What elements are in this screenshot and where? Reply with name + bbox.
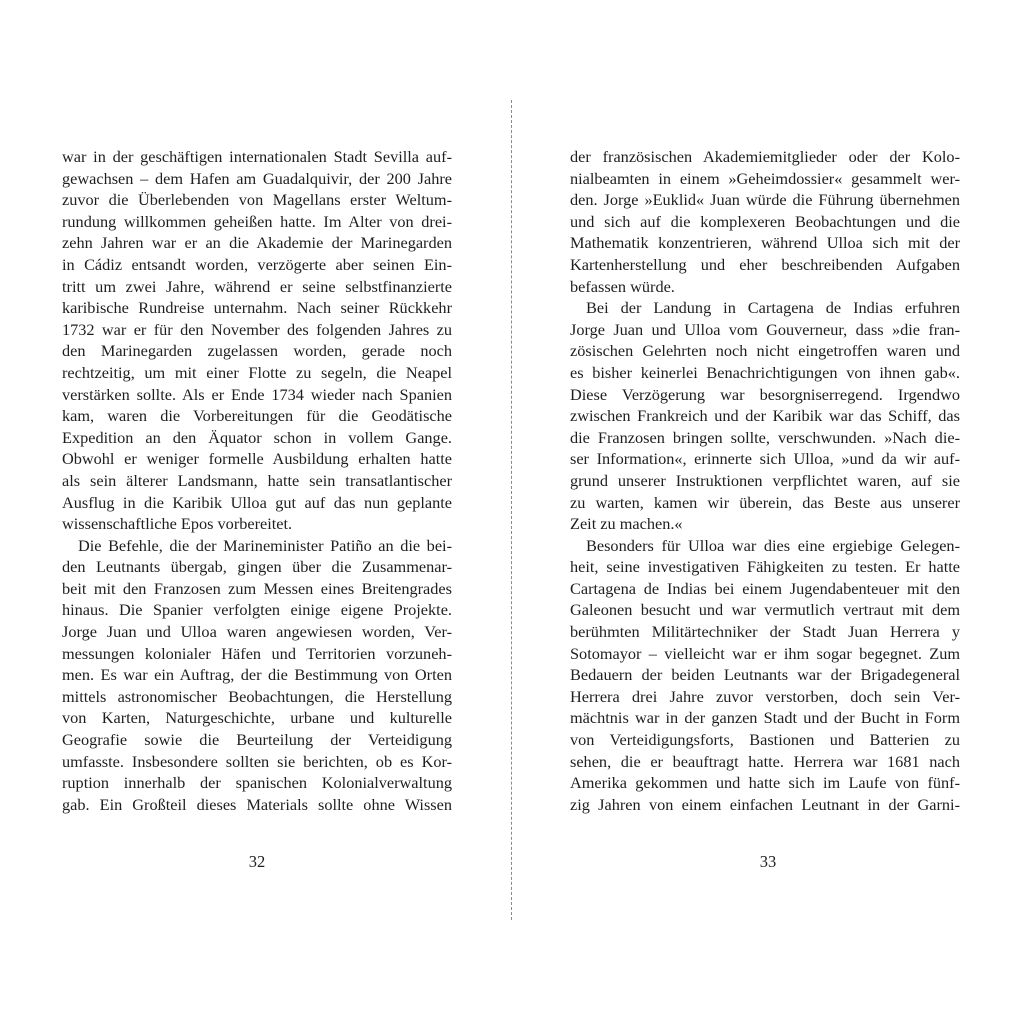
text-line: Die Befehle, die der Marineminister Patiño an die bei- (78, 535, 452, 555)
page-number-right: 33 (759, 852, 777, 871)
text-line: grund unserer Instruktionen verpflichtet waren, auf sie (570, 470, 960, 490)
text-line: Bedauern der beiden Leutnants war der Brigadegeneral (570, 665, 960, 685)
text-line: karibische Rundreise unternahm. Nach seiner Rückkehr (62, 298, 452, 318)
text-line: Mathematik konzentrieren, während Ulloa sich mit der (570, 233, 960, 253)
text-line: Cartagena de Indias bei einem Jugendabenteuer mit den (570, 578, 960, 598)
text-line: Jorge Juan und Ulloa vom Gouverneur, dass »die fran- (570, 319, 960, 339)
text-line: zu warten, kamen wir überein, das Beste aus unserer (570, 492, 960, 512)
text-line: zig Jahren von einem einfachen Leutnant in der Garni- (570, 794, 960, 814)
text-line: 1732 war er für den November des folgenden Jahres zu (62, 319, 452, 339)
page-number-left: 32 (248, 852, 266, 871)
text-line: nialbeamten in einem »Geheimdossier« gesammelt wer- (570, 168, 960, 188)
text-line: und sich auf die komplexeren Beobachtungen und die (570, 211, 960, 231)
text-line: verstärken sollte. Als er Ende 1734 wieder nach Spanien (62, 384, 452, 404)
text-line: gab. Ein Großteil dieses Materials sollte ohne Wissen (62, 794, 452, 814)
text-line: Sotomayor – vielleicht war er ihm sogar begegnet. Zum (570, 643, 960, 663)
text-line: berühmten Militärtechniker der Stadt Juan Herrera y (570, 622, 960, 642)
text-line: als sein älterer Landsmann, hatte sein transatlantischer (62, 470, 452, 490)
text-line: Herrera drei Jahre zuvor verstorben, doch sein Ver- (570, 686, 960, 706)
text-line: Galeonen besucht und war vermutlich vertraut mit dem (570, 600, 960, 620)
text-line: messungen kolonialer Häfen und Territorien vorzuneh- (62, 643, 452, 663)
text-line: Ausflug in die Karibik Ulloa gut auf das nun geplante (62, 492, 452, 512)
text-line: Kartenherstellung und eher beschreibenden Aufgaben (570, 254, 960, 274)
text-line: von Verteidigungsforts, Bastionen und Batterien zu (570, 730, 960, 750)
text-line: die Franzosen bringen sollte, verschwunden. »Nach die- (570, 427, 960, 447)
text-line: Jorge Juan und Ulloa waren angewiesen worden, Ver- (62, 622, 452, 642)
text-line: mächtnis war in der ganzen Stadt und der Bucht in Form (570, 708, 960, 728)
text-line: Bei der Landung in Cartagena de Indias erfuhren (586, 298, 960, 318)
text-line: rechtzeitig, um mit einer Flotte zu segeln, die Neapel (62, 362, 452, 382)
text-line: beit mit den Franzosen zum Messen eines Breitengrades (62, 578, 452, 598)
text-line: Amerika gekommen und hatte sich im Laufe von fünf- (570, 773, 960, 793)
text-line: den Leutnants übergab, gingen über die Zusammenar- (62, 557, 452, 577)
text-line: den. Jorge »Euklid« Juan würde die Führung übernehmen (570, 190, 960, 210)
text-line: zösischen Gelehrten noch nicht eingetroffen waren und (570, 341, 960, 361)
text-line: zwischen Frankreich und der Karibik war das Schiff, das (570, 406, 960, 426)
left-page-text (62, 146, 452, 815)
text-line: kam, waren die Vorbereitungen für die Geodätische (62, 406, 452, 426)
text-line: wissenschaftliche Epos vorbereitet. (62, 514, 293, 534)
text-line: gewachsen – dem Hafen am Guadalquivir, der 200 Jahre (62, 168, 452, 188)
text-line: war in der geschäftigen internationalen Stadt Sevilla auf- (62, 147, 452, 166)
text-line: Diese Verzögerung war besorgniserregend. Irgendwo (570, 384, 960, 404)
text-line: Besonders für Ulloa war dies eine ergiebige Gelegen- (586, 535, 960, 555)
gutter-fold-line (511, 100, 512, 920)
text-line: zuvor die Überlebenden von Magellans erster Weltum- (62, 190, 452, 210)
text-line: heit, seine investigativen Fähigkeiten zu testen. Er hatte (570, 557, 960, 577)
text-line: sehen, die er beauftragt hatte. Herrera war 1681 nach (570, 751, 960, 771)
text-line: Zeit zu machen.« (570, 514, 683, 534)
text-line: es bisher keinerlei Benachrichtigungen von ihnen gab«. (570, 362, 960, 382)
text-line: den Marinegarden zugelassen worden, gerade noch (62, 341, 452, 361)
text-line: hinaus. Die Spanier verfolgten einige eigene Projekte. (62, 600, 452, 620)
text-line: ruption innerhalb der spanischen Kolonialverwaltung (62, 773, 452, 793)
text-line: Obwohl er weniger formelle Ausbildung erhalten hatte (62, 449, 452, 469)
text-line: Expedition an den Äquator schon in vollem Gange. (62, 427, 452, 447)
text-line: rundung willkommen geheißen hatte. Im Alter von drei- (62, 211, 452, 231)
text-line: der französischen Akademiemitglieder oder der Kolo- (570, 147, 960, 166)
right-page-text (570, 146, 960, 815)
text-line: befassen würde. (570, 276, 675, 296)
text-line: mittels astronomischer Beobachtungen, die Herstellung (62, 686, 452, 706)
text-line: von Karten, Naturgeschichte, urbane und kulturelle (62, 708, 452, 728)
text-line: in Cádiz entsandt worden, verzögerte aber seinen Ein- (62, 254, 452, 274)
text-line: zehn Jahren war er an die Akademie der Marinegarden (62, 233, 452, 253)
text-line: Geografie sowie die Beurteilung der Verteidigung (62, 730, 452, 750)
text-line: men. Es war ein Auftrag, der die Bestimmung von Orten (62, 665, 452, 685)
text-line: umfasste. Insbesondere sollten sie berichten, ob es Kor- (62, 751, 452, 771)
text-line: tritt um zwei Jahre, während er seine selbstfinanzierte (62, 276, 452, 296)
text-line: ser Information«, erinnerte sich Ulloa, »und da wir auf- (570, 449, 960, 469)
